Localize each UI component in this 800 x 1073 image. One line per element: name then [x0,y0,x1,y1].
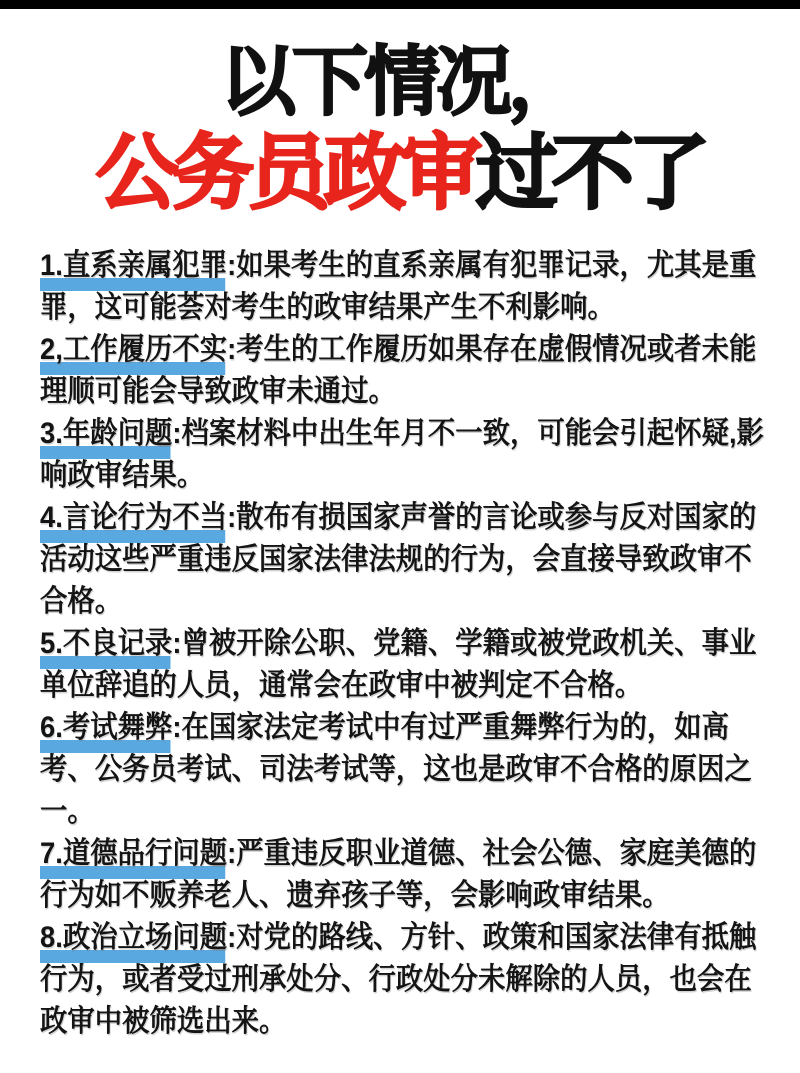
title-suffix-black: 过不了 [476,128,705,219]
item-3-body: 档案材料中出生年月不一致，可能会引起怀疑,影响政审结果。 [40,417,764,492]
item-4-lead: 4.言论行为不当: [40,497,236,539]
item-5-body: 曾被开除公职、党籍、学籍或被党政机关、事业单位辞追的人员，通常会在政审中被判定不合格。 [40,627,757,702]
page-title [0,39,800,221]
list-item-5 [40,623,770,707]
title-line-2 [0,127,800,221]
item-7-body: 严重违反职业道德、社会公德、家庭美德的行为如不贩养老人、遗弃孩子等，会影响政审结果。 [40,837,757,912]
item-4-body: 散布有损国家声誉的言论或参与反对国家的活动这些严重违反国家法律法规的行为，会直接导致政审不合格。 [40,501,757,618]
item-2-body: 考生的工作履历如果存在虚假情况或者未能理顺可能会导致政审未通过。 [40,333,757,408]
title-highlight-red: 公务员政审 [95,128,476,219]
list-item-4 [40,497,770,623]
item-1-lead: 1.直系亲属犯罪: [40,245,236,287]
item-1-body: 如果考生的直系亲属有犯罪记录，尤其是重罪，这可能荟对考生的政审结果产生不利影响。 [40,249,757,324]
item-5-lead: 5.不良记录: [40,623,181,665]
list-item-8 [40,917,770,1043]
title-line-1: 以下情况， [220,40,580,125]
item-7-lead: 7.道德品行问题: [40,833,236,875]
item-8-lead: 8.政治立场问题: [40,917,236,959]
list-item-2 [40,329,770,413]
list-item-1 [40,245,770,329]
item-6-lead: 6.考试舞弊: [40,707,181,749]
list-item-3 [40,413,770,497]
item-3-lead: 3.年龄问题: [40,413,181,455]
item-8-body: 对党的路线、方针、政策和国家法律有抵触行为，或者受过刑承处分、行政处分未解除的人员，也会在政审中被筛选出来。 [40,921,757,1038]
item-6-body: 在国家法定考试中有过严重舞弊行为的，如高考、公务员考试、司法考试等，这也是政审不合格的原因之一。 [40,711,752,828]
item-2-lead: 2,工作履历不实: [40,329,236,371]
top-black-bar [0,0,800,9]
list-item-7 [40,833,770,917]
list-item-6 [40,707,770,833]
reasons-list [0,245,770,1043]
